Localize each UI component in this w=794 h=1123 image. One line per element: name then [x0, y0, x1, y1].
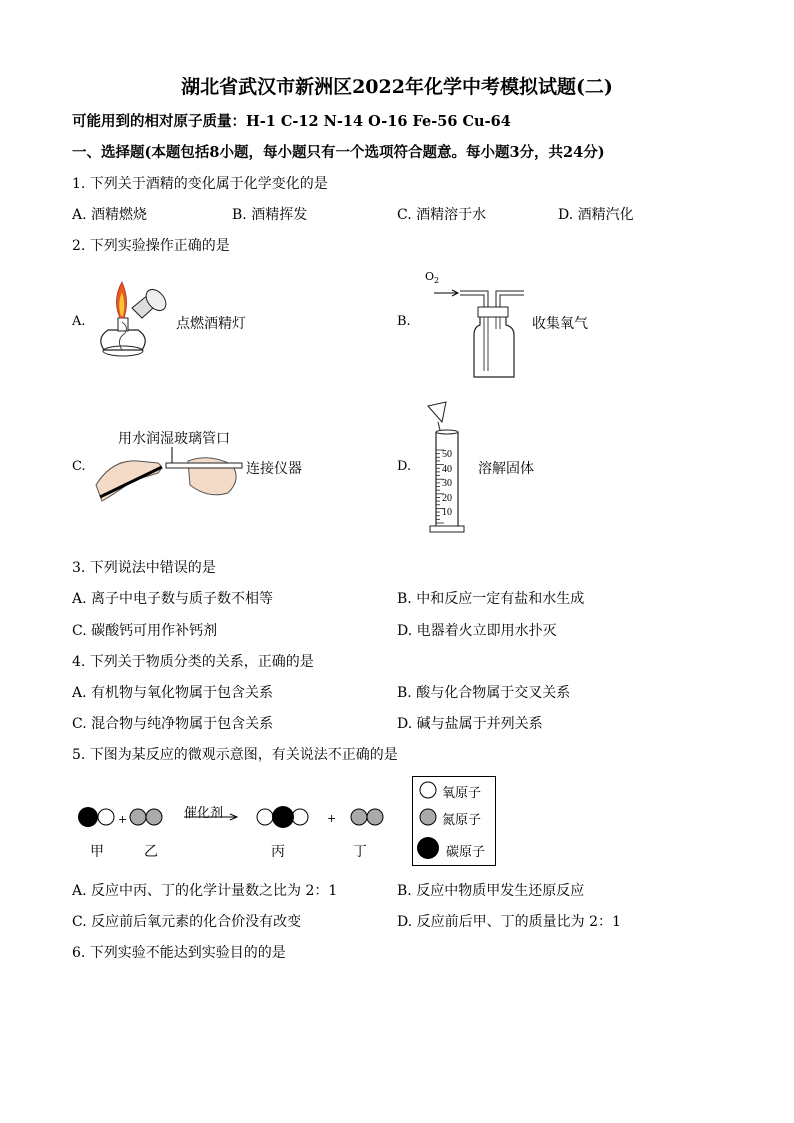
cylinder-tick-20: 20 [442, 492, 452, 504]
atomic-masses: 可能用到的相对原子质量：H-1 C-12 N-14 O-16 Fe-56 Cu-64 [72, 113, 511, 130]
oxygen-label: $O_2$ [425, 270, 440, 286]
product-ding-label: 丁 [353, 844, 367, 860]
q5-option-b: B. 反应中物质甲发生还原反应 [397, 883, 585, 899]
q3-option-d: D. 电器着火立即用水扑灭 [397, 623, 557, 639]
cylinder-scale [442, 448, 452, 521]
cylinder-tick-10: 10 [442, 507, 452, 519]
q2-b-letter: B. [397, 314, 411, 329]
legend-nitrogen: 氮原子 [442, 813, 482, 828]
q6-stem: 6. 下列实验不能达到实验目的的是 [72, 945, 286, 961]
legend-markers [412, 776, 442, 866]
q2-a-letter: A. [72, 314, 86, 329]
oxygen-atom-icon [420, 782, 436, 798]
product-bing-label: 丙 [271, 844, 285, 860]
q2-c-note: 用水润湿玻璃管口 [118, 431, 230, 447]
q4-option-b: B. 酸与化合物属于交叉关系 [397, 685, 571, 701]
q5-option-a: A. 反应中丙、丁的化学计量数之比为 2：1 [72, 883, 338, 899]
q4-stem: 4. 下列关于物质分类的关系，正确的是 [72, 654, 314, 670]
q3-option-b: B. 中和反应一定有盐和水生成 [397, 591, 585, 607]
nitrogen-atom-icon [420, 809, 436, 825]
q3-stem: 3. 下列说法中错误的是 [72, 560, 216, 576]
q2-d-letter: D. [397, 459, 412, 474]
section-heading: 一、选择题(本题包括8小题，每小题只有一个选项符合题意。每小题3分，共24分) [72, 144, 605, 161]
cylinder-tick-30: 30 [442, 478, 452, 490]
q1-option-d: D. 酒精汽化 [558, 207, 634, 223]
q3-option-c: C. 碳酸钙可用作补钙剂 [72, 623, 218, 639]
q2-b-caption: 收集氧气 [532, 316, 588, 332]
reactant-yi-label: 乙 [144, 844, 158, 860]
plus-sign-1: + [118, 813, 128, 826]
q2-c-letter: C. [72, 459, 86, 474]
q1-option-c: C. 酒精溶于水 [397, 207, 487, 223]
page-title: 湖北省武汉市新洲区2022年化学中考模拟试题(二) [181, 76, 613, 98]
q2-d-caption: 溶解固体 [478, 461, 534, 477]
q4-option-a: A. 有机物与氧化物属于包含关系 [72, 685, 274, 701]
q2-a-caption: 点燃酒精灯 [176, 316, 246, 332]
gas-bottle-figure [420, 285, 530, 385]
cylinder-tick-40: 40 [442, 463, 452, 475]
connect-tubes-figure [92, 445, 242, 505]
q1-stem: 1. 下列关于酒精的变化属于化学变化的是 [72, 176, 328, 192]
q5-stem: 5. 下图为某反应的微观示意图，有关说法不正确的是 [72, 747, 398, 763]
legend-carbon: 碳原子 [446, 845, 486, 860]
q1-option-b: B. 酒精挥发 [232, 207, 308, 223]
q5-option-c: C. 反应前后氧元素的化合价没有改变 [72, 914, 302, 930]
reactant-jia-label: 甲 [90, 844, 104, 860]
catalyst-label: 催化剂 [184, 806, 224, 821]
alcohol-lamp-figure [92, 278, 172, 368]
carbon-atom-icon [417, 837, 439, 859]
q4-option-d: D. 碱与盐属于并列关系 [397, 716, 543, 732]
q2-stem: 2. 下列实验操作正确的是 [72, 238, 230, 254]
q5-option-d: D. 反应前后甲、丁的质量比为 2：1 [397, 914, 621, 930]
cylinder-tick-50: 50 [442, 449, 452, 460]
q2-c-caption: 连接仪器 [246, 461, 302, 477]
q1-option-a: A. 酒精燃烧 [72, 207, 148, 223]
q3-option-a: A. 离子中电子数与质子数不相等 [72, 591, 274, 607]
q4-option-c: C. 混合物与纯净物属于包含关系 [72, 716, 274, 732]
plus-sign-2: + [327, 812, 337, 825]
legend-oxygen: 氧原子 [442, 786, 482, 801]
